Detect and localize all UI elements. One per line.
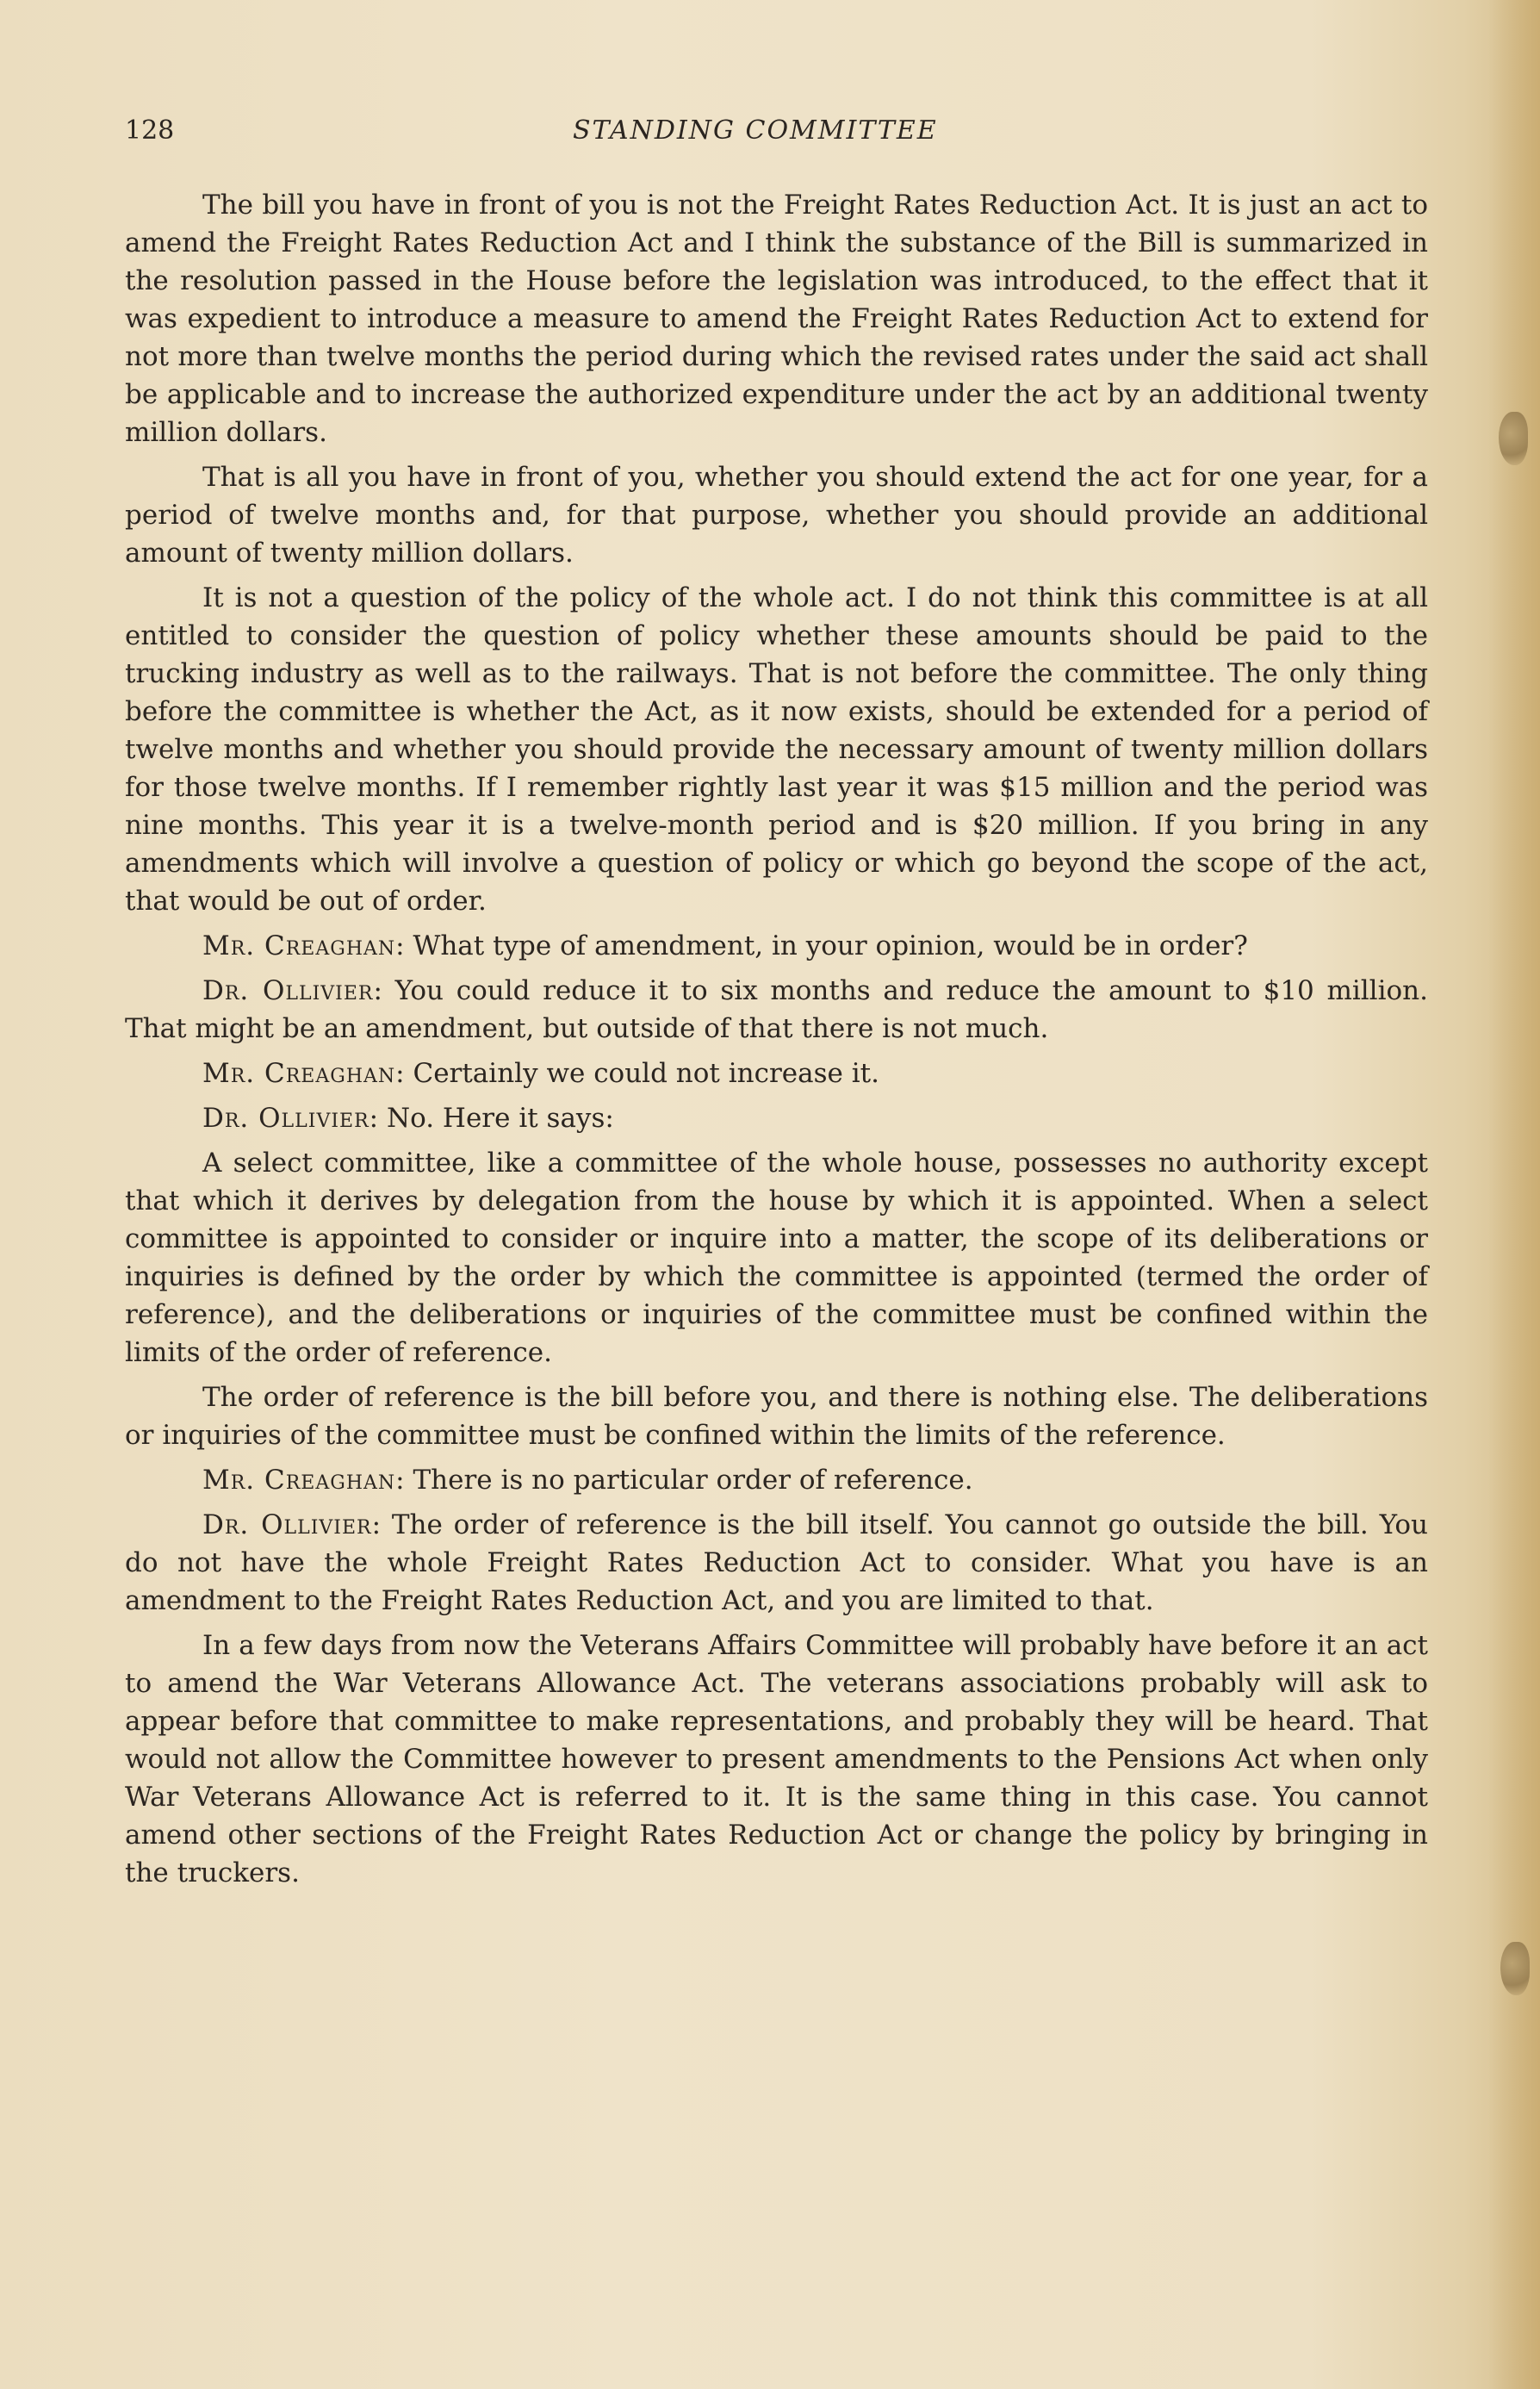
page-header [125,115,1434,159]
paragraph: That is all you have in front of you, whether you should extend the act for one year, for a period of twelve months and, for that purpose, whether you should provide an additional amount of twenty million dollars. [125,462,1428,569]
page-edge-shadow [1488,0,1540,2389]
body-text [125,186,1428,1899]
dialogue-line: Dr. Ollivier: You could reduce it to six months and reduce the amount to $10 million. That might be an amendment, but outside of that there is not much. [125,975,1428,1044]
dialogue-text: The order of reference is the bill itself. You cannot go outside the bill. You do not have the whole Freight Rates Reduction Act to consider. What you have is an amendment to the Freight Rates Reduction Act, and you are limited to that. [125,1509,1428,1616]
speaker-name: Mr. Creaghan [202,930,396,961]
speaker-name: Mr. Creaghan [202,1465,396,1496]
margin-ink-mark [1500,1942,1530,1995]
dialogue-line: Mr. Creaghan: Certainly we could not increase it. [202,1058,879,1089]
dialogue-line: Mr. Creaghan: There is no particular order of reference. [202,1465,973,1496]
dialogue-line: Mr. Creaghan: What type of amendment, in your opinion, would be in order? [202,930,1248,961]
dialogue-text: No. Here it says: [386,1103,614,1134]
dialogue-text: There is no particular order of reference. [413,1465,973,1496]
speaker-name: Dr. Ollivier [202,975,374,1006]
speaker-name: Dr. Ollivier [202,1509,372,1540]
dialogue-line: Dr. Ollivier: No. Here it says: [202,1103,614,1134]
dialogue-text: Certainly we could not increase it. [413,1058,879,1089]
paragraph: In a few days from now the Veterans Affairs Committee will probably have before it an act to amend the War Veterans Allowance Act. The veterans associations probably will ask to appear before that committee to make representations, and probably they will be heard. That would not allow the Committee however to present amendments to the Pensions Act when only War Veterans Allowance Act is referred to it. It is the same thing in this case. You cannot amend other sections of the Freight Rates Reduction Act or change the policy by bringing in the truckers. [125,1630,1428,1888]
paragraph: The order of reference is the bill before you, and there is nothing else. The deliberations or inquiries of the committee must be confined within the limits of the reference. [125,1382,1428,1451]
paragraph: The bill you have in front of you is not the Freight Rates Reduction Act. It is just an act to amend the Freight Rates Reduction Act and I think the substance of the Bill is summarized in the resolution passed in the House before the legislation was introduced, to the effect that it was expedient to introduce a measure to amend the Freight Rates Reduction Act to extend for not more than twelve months the period during which the revised rates under the said act shall be applicable and to increase the authorized expenditure under the act by an additional twenty million dollars. [125,190,1428,448]
speaker-name: Dr. Ollivier [202,1103,369,1134]
margin-ink-mark [1499,412,1528,465]
dialogue-text: You could reduce it to six months and reduce the amount to $10 million. That might be an amendment, but outside of that there is not much. [125,975,1428,1044]
dialogue-line: Dr. Ollivier: The order of reference is the bill itself. You cannot go outside the bill. You do not have the whole Freight Rates Reduction Act to consider. What you have is an amendment to the Freight Rates Reduction Act, and you are limited to that. [125,1509,1428,1616]
block-quote: A select committee, like a committee of the whole house, possesses no authority except that which it derives by delegation from the house by which it is appointed. When a select committee is appointed to consider or inquire into a matter, the scope of its deliberations or inquiries is defined by the order by which the committee is appointed (termed the order of reference), and the deliberations or inquiries of the committee must be confined within the limits of the order of reference. [125,1148,1428,1368]
dialogue-text: What type of amendment, in your opinion, would be in order? [413,930,1248,961]
page-number: 128 [125,115,175,146]
paragraph: It is not a question of the policy of the whole act. I do not think this committee is at all entitled to consider the question of policy whether these amounts should be paid to the trucking industry as well as to the railways. That is not before the committee. The only thing before the committee is whether the Act, as it now exists, should be extended for a period of twelve months and whether you should provide the necessary amount of twenty million dollars for those twelve months. If I remember rightly last year it was $15 million and the period was nine months. This year it is a twelve-month period and is $20 million. If you bring in any amendments which will involve a question of policy or which go beyond the scope of the act, that would be out of order. [125,582,1428,917]
speaker-name: Mr. Creaghan [202,1058,396,1089]
running-title: STANDING COMMITTEE [573,115,938,146]
